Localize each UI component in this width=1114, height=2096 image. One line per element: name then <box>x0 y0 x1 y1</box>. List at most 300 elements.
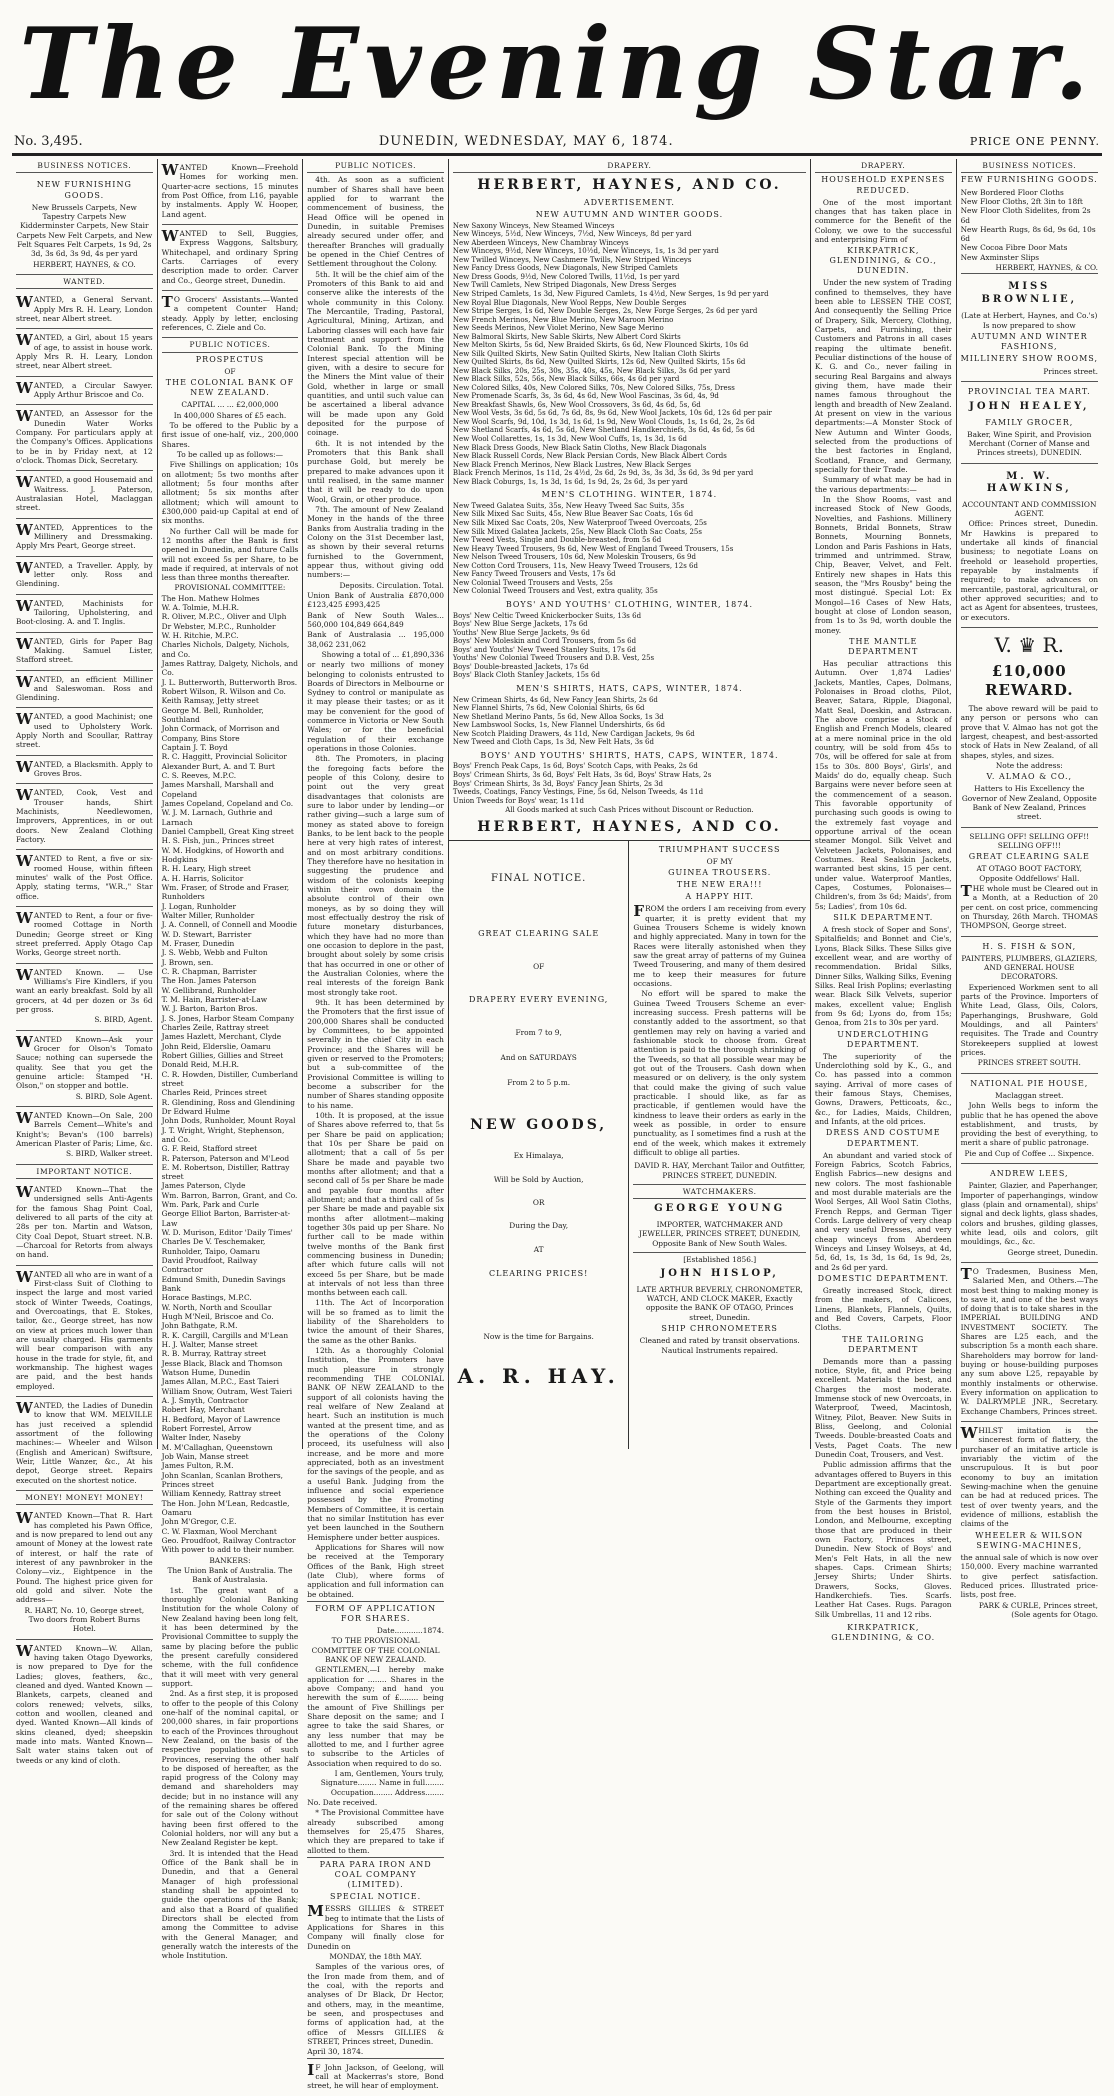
boys-hats-heading: BOYS' AND YOUTHS' SHIRTS, HATS, CAPS, WINTER, 1874. <box>480 750 779 760</box>
wanted-ad <box>16 633 153 671</box>
goods-item: New Black French Merinos, New Black Lustres, New Black Serges <box>452 460 691 469</box>
committee-member: Robert Gillies, Gillies and Street <box>161 1050 284 1060</box>
jackson-ad <box>307 2058 444 2096</box>
section-heading: DRAPERY. <box>453 159 806 173</box>
mens-item: New Silk Mixed Galatea Jackets, 25s, New Black Cloth Sac Coats, 25s <box>452 527 702 536</box>
dyeworks-ad <box>16 1640 153 1770</box>
form-to: TO THE PROVISIONAL COMMITTEE OF THE COLONIAL BANK OF NEW ZEALAND. <box>311 1636 440 1665</box>
few-item: New Floor Cloth Sidelites, from 2s 6d <box>960 206 1091 225</box>
committee-member: Jesse Black, Black and Thomson <box>161 1358 283 1368</box>
committee-member: The Hon. Mathew Holmes <box>161 593 260 603</box>
goods-item: New Balmoral Skirts, New Sable Skirts, New Albert Cord Skirts <box>452 332 681 341</box>
provincial-tea-mart: PROVINCIAL TEA MART. <box>967 386 1091 396</box>
committee-member: Walter Inder, Naseby <box>161 1433 241 1443</box>
wanted-ad <box>16 671 153 709</box>
committee-member: M. Fraser, Dunedin <box>161 938 235 948</box>
committee-member: Wm. Barron, Barron, Grant, and Co. <box>161 1190 298 1200</box>
prospectus-paragraph: 12th. As a thoroughly Colonial Institution, the Promoters have much pleasure in strongly recommending THE COLONIAL BANK OF NEW ZEALAND to the support of all colonists having the real welfare of New Zealand at heart. Such an institution is much wanted at the present time, and as the operations of the Colony proceed, its usefulness will also increase, and be more and more appreciated, both as an investment for the savings of the people, and as a useful Bank. Judging from the influence and social experience possessed by the Promoting Members of Committee, it is certain that no similar Institution has ever yet been launched in the Southern Hemisphere under better auspices. <box>307 1346 444 1542</box>
proposal-text: 2nd. As a first step, it is proposed to offer to the people of this Colony one-half of the nominal capital, or 200,000 shares, in fair proportions to each of the Provinces throughout New Zealand, on the basis of the respective populations of such Provinces, reserving the other half to be disposed of hereafter, as the rapid progress of the Colony may demand and shareholders may decide; but in no instance will any of the remaining shares be offered for sale out of the Colony without having been first offered to the Colonial holders, nor will any but a New Zealand Register be kept. <box>161 1689 299 1848</box>
boys-hats-item: Boys' Crimean Shirts, 3s 6d, Boys' Felt Hats, 3s 6d, Boys' Straw Hats, 2s <box>452 771 712 779</box>
committee-member: Robert Wilson, R. Wilson and Co. <box>161 687 286 697</box>
committee-member: R. B. Murray, Rattray street <box>161 1349 267 1359</box>
goods-item: New Black Silks, 20s, 25s, 30s, 35s, 40s, 45s, New Black Silks, 3s 6d per yard <box>452 366 731 375</box>
wanted-ad <box>162 159 299 225</box>
committee-member: W. A. Tolmie, M.H.R. <box>161 603 239 613</box>
boot-body: THE whole must be Cleared out in a Month, at a Reduction of 20 per cent. on cost price, commencing on Thursday, 26th March. THOMAS THOMPSON, George street. <box>960 882 1098 931</box>
john-hislop: JOHN HISLOP, <box>660 1268 779 1280</box>
committee-member: Wm. Park, Park and Curle <box>161 1200 260 1210</box>
ship-body: Cleaned and rated by transit observations. Nautical Instruments repaired. <box>639 1336 800 1355</box>
form-heading: FORM OF APPLICATION FOR SHARES. <box>307 1601 444 1624</box>
committee-member: C. R. Howden, Distiller, Cumberland street <box>161 1069 299 1088</box>
lees-ad <box>961 1164 1098 1263</box>
committee-member: C. S. Reeves, M.P.C. <box>161 771 237 781</box>
trousers-text: No effort will be spared to make the Guinea Tweed Trousers Scheme an ever-increasing success. Fresh patterns will be constantly added to the assortment, so that gentlemen may rely on having a varied and fashionable stock to choose from. Great attention is paid to the thorough shrinking of the Tweeds, so that all possible wear may be got out of the Trousers. Cash down when measured or on delivery, is the only system that could make the giving of such value practicable. I should like, as far as practicable, if gentlemen would have the kindness to leave their orders as early in the week as possible, in order to ensure punctuality, as I sometimes find a rush at the end of the week, which makes it extremely difficult to oblige all parties. <box>633 989 806 1157</box>
mens-item: New Colonial Tweed Trousers and Vest, extra quality, 35s <box>452 587 658 596</box>
almao-name: V. ALMAO & CO., <box>986 772 1073 782</box>
committee-member: R. H. Leary, High street <box>161 864 251 874</box>
committee-member: George M. Bell, Runholder, Southland <box>161 705 264 725</box>
pie-house-address: Maclaggan street. <box>995 1090 1064 1100</box>
prospectus-paragraph: 7th. The amount of New Zealand Money in the hands of the three Banks from Australia trading in the Colony on the 31st December last, as shown by their several returns furnished to the Government, appear thus, without giving odd numbers:— <box>307 504 444 580</box>
crown-icon: V. ♛ R. <box>994 633 1064 658</box>
ad-text: WANTED, a Blacksmith. Apply to Groves Bros. <box>16 757 153 779</box>
lees-name: ANDREW LEES, <box>990 1169 1069 1179</box>
shirts-item: New Lambswool Socks, 1s, New Flannel Undershirts, 6s 6d <box>452 721 666 730</box>
hawkins-body: Office: Princes street, Dunedin. Mr Hawkins is prepared to undertake all kinds of financial business; to negotiate Loans on freehold or leasehold properties, repayable by instalments if required; to make advances on mercantile, pastoral, agricultural, or other approved securities; and to act as Agent for absentees, trustees, or executors. <box>960 519 1098 622</box>
committee-member: James Fulton, R.M. <box>161 1461 234 1471</box>
committee-heading: PROVISIONAL COMMITTEE: <box>174 583 286 593</box>
prospectus-paragraph: 5th. It will be the chief aim of the Promoters of this Bank to aid and conserve alike the interests of the whole community in this Colony. The Mercantile, Trading, Pastoral, Agricultural, Mining, Artizan, and Laboring classes will each have fair treatment and support from the Colonial Bank. To the Mining Interest special attention will be given, with a desire to secure for the Miners the Mint value of their Gold, whether in large or small quantities, and until such value can be ascertained a liberal advance will be made upon any Gold deposited for the purpose of coinage. <box>307 269 444 438</box>
committee-member: Job Wain, Manse street <box>161 1452 249 1461</box>
almao-body: Hatters to His Excellency the Governor of New Zealand, Opposite Bank of New Zealand, Princes street. <box>961 784 1097 822</box>
wanted-ad <box>16 756 153 785</box>
mens-item: New Silk Mixed Sac Coats, 20s, New Waterproof Tweed Overcoats, 25s <box>452 519 707 527</box>
committee-member: Captain J. T. Boyd <box>161 743 228 753</box>
issue-number: No. 3,495. <box>14 134 83 149</box>
underclothing-text: The superiority of the Underclothing sold by K., G., and Co. has passed into a common saying. Arrival of more cases of their famous Stays, Chemises, Gowns, Drawers, Petticoats, &c., &c., for Ladies, Maids, Children, and Infants, at the old prices. <box>814 1051 952 1127</box>
few-list <box>961 188 1098 263</box>
wanted-ad <box>16 784 153 850</box>
goods-note: All Goods marked at such Cash Prices without Discount or Reduction. <box>505 806 754 815</box>
committee-list <box>162 594 299 1555</box>
proposal-text: 3rd. It is intended that the Head Office of the Bank shall be in Dunedin, and that a General Manager of high professional standing shall be appointed to guide the operations of the Bank; and also that a Board of qualified Directors shall be elected from among the Committee to advise with the General Manager, and generally watch the interests of the whole Institution. <box>161 1848 299 1961</box>
summary-text: Summary of what may be had in the various departments:— <box>814 475 952 494</box>
masthead <box>12 0 1102 130</box>
few-item: New Axminster Slips <box>960 252 1040 262</box>
during-day: During the Day, <box>509 1221 569 1231</box>
wanted-ad <box>16 519 153 557</box>
committee-member: W. North, North and Scoullar <box>161 1302 272 1312</box>
wanted-ad <box>16 907 153 964</box>
bank-title: THE COLONIAL BANK OF NEW ZEALAND. <box>165 378 295 398</box>
kirkpatrick-signature: KIRKPATRICK, GLENDINING, & CO. <box>831 1622 936 1642</box>
firm-name-footer: HERBERT, HAYNES, AND CO. <box>477 818 782 835</box>
pie-price: Pie and Cup of Coffee ... Sixpence. <box>964 1148 1095 1158</box>
committee-member: H. S. Fish, jun., Princes street <box>161 836 275 846</box>
brownlie-late: (Late at Herbert, Haynes, and Co.'s) <box>961 310 1098 320</box>
tailoring-heading: THE TAILORING DEPARTMENT <box>842 1334 925 1354</box>
column-6 <box>811 159 957 1642</box>
committee-member: Charles De V. Teschemaker, Runholder, Taipo, Oamaru <box>161 1237 266 1256</box>
family-grocer: FAMILY GROCER, <box>985 417 1074 427</box>
further-text: No further Call will be made for 12 months after the Bank is first opened in Dunedin, and future Calls will not exceed 5s per Share, to be made if required, at intervals of not less than three months thereafter. <box>161 526 299 583</box>
wheeler-wilson: WHEELER & WILSON SEWING-MACHINES, <box>975 1530 1084 1550</box>
ar-hay-name: A. R. HAY. <box>457 1364 620 1389</box>
tailoring-text: Demands more than a passing notice, Style, fit, and Price being excellent. Materials the best, and Charges the most moderate. Immense stock of new Overcoats, in Waterproof, Tweed, Macintosh, Witney, Pilot, Beaver. New Suits in Bliss, Geelong, and Colonial Tweeds. Double-breasted Coats and Vests, Paget Coats. The new Dunedin Coat, Trousers, and Vest. <box>814 1356 952 1459</box>
ad-text: TO Grocers' Assistants.—Wanted a competent Counter Hand; steady. Apply by letter, enclosing references, C. Ziele and Co. <box>161 292 299 332</box>
goods-item: New Aberdeen Winceys, New Chambray Winceys <box>452 238 629 247</box>
offer-text: To be offered to the Public by a first issue of one-half, viz., 200,000 Shares. <box>161 420 299 449</box>
ad-signature: S. BIRD, Agent. <box>94 1015 153 1025</box>
mens-item: New Colonial Tweed Trousers and Vests, 25s <box>452 578 613 587</box>
whilst-text: WHILST imitation is the sincerest form of flattery, the purchaser of an imitative article is invariably the victim of the unscrupulous. It is but poor economy to buy an imitation Sewing-machine when the genuine can be had at reduced prices. The test of over twenty years, and the evidence of millions, establish the claims of the <box>960 1424 1098 1529</box>
ad-text: WANTED, a good Machinist; one used to Upholstery Work. Apply North and Scoullar, Rattray street. <box>16 710 153 750</box>
few-item: New Cocoa Fibre Door Mats <box>960 243 1068 253</box>
prospectus-paragraph: 9th. It has been determined by the Promoters that the first issue of 200,000 Shares shall be conducted by Committees, to be appointed severally in the chief City in each Province; and the Shares will be given or reserved to the Promoters; but a sub-committee of the Provisional Committee is willing to become a subscriber for the number of Shares standing opposite to his name. <box>307 997 444 1110</box>
boys-item: Boys' and Youths' New Tweed Stanley Suits, 17s 6d <box>452 645 636 654</box>
boys-item: Boys' New Moleskin and Cord Trousers, from 5s 6d <box>452 637 637 646</box>
committee-member: James Paterson, Clyde <box>161 1181 246 1191</box>
fish-name: H. S. FISH & SON, <box>982 941 1077 951</box>
domestic-heading: DOMESTIC DEPARTMENT. <box>817 1273 949 1283</box>
silk-text: A fresh stock of Soper and Sons', Spitalfields; and Bonnet and Cie's, Lyons, Black Silks. These Silks give excellent wear, and are worthy of recommendation. Bridal Silks, Dinner Silks, Walking Silks, Evening Silks. Real Irish Poplins; everlasting wear. Black Silk Velvets, superior makes, excellent value; English from 9s 6d; Lyons do, from 15s; Genoa, from 21s to 30s per yard. <box>814 925 952 1028</box>
ad-signature: HERBERT, HAYNES, & CO. <box>33 259 136 269</box>
goods-item: New Black Dress Goods, New Black Satin Cloths, New Black Diagonals <box>452 443 707 452</box>
mens-heading: MEN'S CLOTHING. WINTER, 1874. <box>541 490 718 500</box>
wanted-ad <box>16 377 153 406</box>
address-note: Note the address: <box>995 761 1063 770</box>
goods-item: New Dress Goods, 9½d, New Colored Twills, 11½d, 1s per yard <box>452 272 680 281</box>
saturdays: And on SATURDAYS <box>500 1053 577 1063</box>
form-signature: I am, Gentlemen, Yours truly, Signature........ Name in full........ Occupation........ Address........ <box>320 1769 444 1797</box>
few-item: New Floor Cloths, 2ft 3in to 18ft <box>960 196 1083 206</box>
special-notice-date: MONDAY, the 18th MAY. <box>329 1951 422 1961</box>
ad-furnishing <box>16 175 153 274</box>
goods-item: New Saxony Winceys, New Steamed Winceys <box>452 221 615 230</box>
special-notice-text: Samples of the various ores, of the Iron made from them, and of the coal, with the reports and analyses of Dr Black, Dr Hector, and others, may, in the meantime, be seen, and prospectuses and forms of application had, at the office of Messrs GILLIES & STREET, Princes street, Dunedin. <box>307 1962 444 2046</box>
ad-text: WANTED, Cook, Vest and Trouser hands, Shirt Machinists, Needlewomen, Improvers, Apprentices, in or out doors. New Zealand Clothing Factory. <box>16 786 153 845</box>
committee-member: J. S. Webb, Webb and Fulton <box>161 948 268 958</box>
goods-item: New Winceys, 9½d, New Winceys, 10½d, New Winceys, 1s, 1s 3d per yard <box>452 247 719 256</box>
committee-member: James Hazlett, Merchant, Clyde <box>161 1032 282 1042</box>
committee-member: James Copeland, Copeland and Co. <box>161 799 294 809</box>
committee-member: W. M. Hodgkins, of Howorth and Hodgkins <box>161 845 285 864</box>
ad-text: WANTED Known. — Use Williams's Fire Kindlers, if you want an early breakfast. Sold by all grocers, at 4d per dozen or 3s 6d per gross. <box>16 965 153 1015</box>
boys-hats-item: Union Tweeds for Boys' wear, 1s 11d <box>452 796 584 805</box>
committee-member: M. M'Callaghan, Queenstown <box>161 1442 273 1452</box>
firm-name: HERBERT, HAYNES, AND CO. <box>477 177 782 194</box>
mens-item: New Heavy Tweed Trousers, 9s 6d, New West of England Tweed Trousers, 15s <box>452 544 734 553</box>
committee-member: Charles Nichols, Dalgety, Nichols, and Co. <box>161 640 290 659</box>
wanted-ad <box>16 595 153 633</box>
boys-item: Boys' Double-breasted Jackets, 17s 6d <box>452 662 589 671</box>
prospectus-paragraph: 10th. It is proposed, at the issue of Shares above referred to, that 5s per Share be paid on application; that 10s per Share be paid on allotment; that a call of 5s per Share be made and payable two months after allotment; and that a second call of 5s per Share be made and payable four months after allotment; and that a third call of 5s per Share be made and payable six months after allotment—making together 30s paid up per Share. No further call to be made within twelve months of the Bank first commencing business in Dunedin; after which future calls will not exceed 5s per Share, but be made at intervals of not less than three months between each call. <box>307 1110 444 1298</box>
goods-item: New Fancy Dress Goods, New Diagonals, New Striped Camlets <box>452 264 678 273</box>
boys-hats-list <box>453 762 806 805</box>
prospectus-of: OF <box>224 366 236 376</box>
committee-member: J. S. Jones, Harbor Steam Company <box>161 1013 295 1023</box>
ad-text: WANTED Known—That R. Hart has completed his Pawn Office, and is now prepared to lend out any amount of Money at the lowest rate of interest, or half the rate of interest of any pawnbroker in the Colony—viz., Eightpence in the Pound. The highest price given for old gold and silver. Note the address— <box>16 1509 153 1605</box>
ship-chronometers: SHIP CHRONOMETERS <box>661 1324 778 1334</box>
goods-item: Black French Merinos, 1s 11d, 2s 4½d, 2s 6d, 2s 9d, 3s, 3s 3d, 3s 6d, 3s 9d per yard <box>452 469 754 478</box>
committee-member: E. M. Robertson, Distiller, Rattray street <box>161 1162 290 1182</box>
goods-item: New Striped Camlets, 1s 3d, New Figured Camlets, 1s 4½d, New Serges, 1s 9d per yard <box>452 289 769 298</box>
special-notice-signature: April 30, 1874. <box>307 2047 364 2057</box>
committee-member: J. L. Butterworth, Butterworth Bros. <box>161 677 298 687</box>
reward-ad <box>961 628 1098 828</box>
society-text: TO Tradesmen, Business Men, Salaried Men, and Others.—The most best thing to making money is to save it, and one of the best ways of doing that is to take shares in the IMPERIAL BUILDING AND INVESTMENT SOCIETY. The Shares are L25 each, and the subscription 5s a month each share. Shareholders may borrow for land-buying or house-building purposes any sum above L25, repayable by monthly instalments or otherwise. Every information on application to W. DALRYMPLE JNR., Secretary. Exchange Chambers, Princes street. <box>960 1264 1098 1416</box>
auction-text: Will be Sold by Auction, <box>493 1174 584 1184</box>
wanted-ad <box>16 850 153 907</box>
shirts-item: New Crimean Shirts, 4s 6d, New Fancy Jean Shirts, 2s 6d <box>452 695 658 704</box>
tailoring-text: Public admission affirms that the advantages offered to Buyers in this Department are exceptionally great. Nothing can exceed the Quality and Style of the Garments they import from the best houses in Bristol, London, and Melbourne, excepting those that are produced in their own Factory, Princes street, Dunedin. New Stock of Boys' and Men's Felt Hats, in all the new shapes. Caps. Crimean Shirts; Jersey Shirts; Under Shirts. Drawers, Socks, Gloves. Handkerchiefs. Ties. Scarfs. Leather Hat Cases. Rugs. Paragon Silk Umbrellas, 11 and 12 ribs. <box>814 1460 952 1619</box>
new-goods-heading: NEW AUTUMN AND WINTER GOODS. <box>535 209 724 219</box>
shirts-item: New Flannel Shirts, 7s 6d, New Colonial Shirts, 6s 6d <box>452 704 645 713</box>
known-ad <box>16 964 153 1031</box>
boys-heading: BOYS' AND YOUTHS' CLOTHING, WINTER, 1874. <box>505 599 753 609</box>
goods-item: New Wool Scarfs, 9d, 10d, 1s 3d, 1s 6d, 1s 9d, New Wool Clouds, 1s, 1s 6d, 2s, 2s 6d <box>452 417 755 426</box>
committee-member: Hugh M'Neil, Briscoe and Co. <box>161 1312 274 1322</box>
from-hours: From 7 to 9, <box>515 1027 562 1037</box>
ad-text: WANTED, a Circular Sawyer. Apply Arthur Briscoe and Co. <box>16 378 153 399</box>
of-my: OF MY <box>706 856 733 866</box>
grocer-body: Baker, Wine Spirit, and Provision Merchant (Corner of Manse and Princes streets), DUNEDIN. <box>967 429 1092 458</box>
goods-item: New Twilled Winceys, New Cashmere Twills, New Striped Winceys <box>452 255 692 264</box>
section-heading: WANTED. <box>16 275 153 289</box>
committee-member: H. J. Walter, Manse street <box>161 1340 258 1350</box>
committee-member: R. Oliver, M.P.C., Oliver and Ulph <box>161 612 287 622</box>
boys-item: Boys' New Blue Serge Jackets, 17s 6d <box>452 620 588 629</box>
prospectus-paragraph: 6th. It is not intended by the Promoters that this Bank shall purchase Gold, but merely be prepared to make advances upon it until realised, in the same manner that it will be ready to do upon Wool, Grain, or other produce. <box>307 438 444 504</box>
mantle-heading: THE MANTLE DEPARTMENT <box>848 636 919 657</box>
showroom-text: In the Show Rooms, vast and increased Stock of New Goods, Novelties, and Fashions. Millinery Bonnets, Bridal Bonnets, Straw Bonnets, Mourning Bonnets, London and Paris Fashions in Hats, trimmed and untrimmed. Straw, Chip, Beaver, Velvet, and Felt. Entirely new shapes in Hats this season, the "Mrs Rousby" being the most distingué. Special Lot: Ex Mongol—16 Cases of New Hats, bought at close of London season, from 1s to 3s 9d, worth double the money. <box>814 495 952 635</box>
trousers-text: FROM the orders I am receiving from every quarter, it is pretty evident that my Guinea Trousers Scheme is widely known and highly appreciated. Many in town for the Races were literally astonished when they saw the great array of patterns of my Guinea Tweed Trousering, and many of them desired me to keep their measures for future occasions. <box>633 902 806 988</box>
fish-ad <box>961 937 1098 1074</box>
special-notice-text: MESSRS GILLIES & STREET beg to intimate that the Lists of Applications for Shares in this Company will finally close for Dunedin on <box>307 1902 444 1951</box>
few-signature: HERBERT, HAYNES, & CO. <box>995 263 1098 273</box>
ad-text: WANTED all who are in want of a First-class Suit of Clothing to inspect the large and most varied stock of Winter Tweeds, Coatings, and Overcoatings, that E. Stokes, tailor, &c., George street, has now on view at prices much lower than are usually charged. His garments will bear comparison with any house in the trade for style, fit, and workmanship. The highest wages are paid, and the best hands employed. <box>16 1267 153 1391</box>
mens-item: New Tweed Vests, Single and Double-breasted, from 5s 6d <box>452 536 662 545</box>
columns-4-5 <box>449 159 811 1449</box>
goods-item: New French Merinos, New Blue Merino, New Maroon Merino <box>452 315 674 324</box>
ad-text: WANTED, the Ladies of Dunedin to know that WM. MELVILLE has just received a splendid assortment of the following machines:— Wheeler and Wilson (English and American) Swiftsure, Weir, Little Wanzer, &c., At his depot, George street. Repairs executed on the shortest notice. <box>16 1398 153 1485</box>
committee-member: R. Paterson, Paterson and M'Leod <box>161 1153 290 1163</box>
sewing-machine-ad <box>961 1422 1098 1624</box>
ad-signature: R. HART, No. 10, George street, Two doors from Robert Burns Hotel. <box>24 1605 145 1634</box>
committee-member: James Allan, M.P.C., East Taieri <box>161 1377 279 1387</box>
committee-member: Geo. Proudfoot, Railway Contractor <box>161 1535 296 1545</box>
deposits-table-row: Union Bank of Australia £870,000 £123,425 £993,425 <box>307 590 444 610</box>
brownlie-name: MISS BROWNLIE, <box>981 281 1078 306</box>
committee-member: James Rattray, Dalgety, Nichols, and Co. <box>161 659 299 678</box>
ad-text: WANTED, Apprentices to the Millinery and Dressmaking. Apply Mrs Peart, George street. <box>16 520 153 551</box>
fish-address: PRINCES STREET SOUTH. <box>977 1058 1081 1068</box>
committee-member: John Cormack, of Morrison and Company, Bins Store <box>161 724 280 743</box>
ad-text: WANTED, a Girl, about 15 years of age, to assist in house work. Apply Mrs R. H. Leary, London street, near Albert street. <box>16 331 153 371</box>
mens-item: New Tweed Galatea Suits, 35s, New Heavy Tweed Sac Suits, 35s <box>452 501 685 510</box>
wanted-ad <box>16 708 153 755</box>
ad-title: NEW FURNISHING GOODS. <box>36 180 132 200</box>
goods-item: New Silk Quilted Skirts, New Satin Quilted Skirts, New Italian Cloth Skirts <box>452 349 721 358</box>
important-ad <box>16 1266 153 1397</box>
committee-member: William Snow, Outram, West Taieri <box>161 1386 293 1396</box>
pie-house-name: NATIONAL PIE HOUSE, <box>970 1078 1089 1088</box>
section-heading: WATCHMAKERS. <box>633 1184 806 1199</box>
wheeler-body: the annual sale of which is now over 150,000. Every machine warranted to give perfect satisfaction. Reduced prices. Illustrated price-lists, post free. <box>960 1552 1098 1600</box>
boys-hats-item: Boys' French Peak Caps, 1s 6d, Boys' Scotch Caps, with Peaks, 2s 6d <box>452 762 698 771</box>
guinea-trousers: GUINEA TROUSERS. <box>668 868 772 878</box>
ad-text: WANTED to Sell, Buggies, Express Waggons, Saltsbury, Whitechapel, and ordinary Spring Carts. Carriages of every description made to order. Carver and Co., George street, Dunedin. <box>161 226 299 285</box>
ad-text: WANTED, Girls for Paper Bag Making. Samuel Lister, Stafford street. <box>16 634 153 665</box>
form-number: No. Date received. <box>307 1798 378 1808</box>
goods-item: New Seeds Merinos, New Violet Merino, New Sage Merino <box>452 324 664 333</box>
shirts-item: New Shetland Merino Pants, 5s 6d, New Alloa Socks, 1s 3d <box>452 712 664 721</box>
wanted-ad <box>162 291 299 338</box>
bankers-text: The Union Bank of Australia. The Bank of Australasia. <box>167 1565 293 1585</box>
hawkins-ad <box>961 464 1098 628</box>
deposits-table-total: Showing a total of ... £1,890,336 <box>321 649 444 659</box>
section-heading: MONEY! MONEY! MONEY! <box>16 1491 153 1505</box>
prospectus-paragraph: Applications for Shares will now be received at the Temporary Offices of the Bank, High street (late Club), where forms of application and full information can be obtained. <box>307 1543 444 1599</box>
form-body: GENTLEMEN,—I hereby make application for ........ Shares in the above Company; and hand you herewith the sum of £........ being the amount of Five Shillings per Share deposit on the same; and I agree to take the said Shares, or any less number that may be allotted to me, and I further agree to subscribe to the Articles of Association when required to do so. <box>307 1665 444 1768</box>
prospectus-paragraph: 4th. As soon as a sufficient number of Shares shall have been applied for to warrant the commencement of business, the Head Office will be opened in Dunedin, in suitable Premises already secured under offer, and thereafter Branches will gradually be opened in the Chief Centres of Settlement throughout the Colony. <box>307 175 444 269</box>
prospectus-paragraph: 8th. The Promoters, in placing the foregoing facts before the people of this Colony, desire to point out the very great disadvantages that colonists are sure to labor under by lending—or rather giving—such a large sum of money as stated above to foreign Banks, to be lent back to the people here at very high rates of interest, and on most arbitrary conditions. They therefore have no hesitation in suggesting the prudence and wisdom of the colonists keeping within their own domain the absolute control of their own moneys, as by so doing they will most effectually destroy the risk of future monetary disturbances, which they have had no more than one occasion to deplore in the past, brought about solely by some crisis that has occurred in one or other of the Australian Colonies, where the real interests of the foreign Bank most strongly take root. <box>307 754 444 997</box>
important-ad <box>16 1397 153 1491</box>
healey-ad <box>961 382 1098 464</box>
few-furnishing-heading: FEW FURNISHING GOODS. <box>960 175 1098 185</box>
dateline <box>12 130 1102 154</box>
millinery: MILLINERY SHOW ROOMS, <box>960 354 1098 364</box>
goods-list <box>453 222 806 486</box>
shirts-list <box>453 696 806 747</box>
goods-item: New Wool Collarettes, 1s, 1s 3d, New Wool Cuffs, 1s, 1s 3d, 1s 6d <box>452 435 688 443</box>
committee-member: Horace Bastings, M.P.C. <box>161 1293 252 1303</box>
park-curle: PARK & CURLE, Princes street, (Sole agents for Otago. <box>978 1600 1098 1619</box>
goods-item: New Promenade Scarfs, 3s, 3s 6d, 4s 6d, New Wool Fascinas, 3s 6d, 4s, 9d <box>452 392 719 401</box>
wanted-ad <box>162 225 299 291</box>
great-clearing-sale: GREAT CLEARING SALE <box>968 852 1090 862</box>
wanted-ad <box>16 405 153 471</box>
committee-member: James Marshall, Marshall and Copeland <box>161 780 274 799</box>
column-2 <box>158 159 304 1961</box>
ad-text: WANTED, a Traveller. Apply, by letter only. Ross and Glendining. <box>16 558 153 589</box>
ad-text: WANTED Known—Freehold Homes for working men. Quarter-acre sections, 15 minutes from Post Office, from L16, payable by instalments. Apply W. Hooper, Land agent. <box>161 161 299 219</box>
goods-item: New Colored Silks, 40s, New Colored Silks, 70s, New Colored Silks, 75s, Dress <box>452 383 735 392</box>
established: [Established 1856.] <box>633 1252 806 1264</box>
ad-text: WANTED Known—On Sale, 200 Barrels Cement—White's and Knight's; Bevan's (100 barrels) American Plaster of Paris; Lime, &c. <box>16 1108 153 1148</box>
pie-house-body: John Wells begs to inform the public that he has opened the above establishment, and trusts, by providing the best of everything, to merit a share of public patronage. <box>960 1101 1098 1148</box>
committee-member: Edmund Smith, Dunedin Savings Bank <box>161 1274 286 1294</box>
shirts-item: New Scotch Plaiding Drawers, 4s 11d, New Cardigan Jackets, 9s 6d <box>452 729 695 738</box>
committee-member: J. T. Wright, Wright, Stephenson, and Co. <box>161 1125 285 1144</box>
mens-item: New Nelson Tweed Trousers, 10s 6d, New Moleskin Trousers, 6s 9d <box>452 553 696 562</box>
wanted-ad <box>16 329 153 376</box>
known-ad <box>16 1107 153 1165</box>
column-5-lower <box>629 841 810 1449</box>
place-date: DUNEDIN, WEDNESDAY, MAY 6, 1874. <box>378 134 674 149</box>
goods-item: New Black Russell Cords, New Black Persian Cords, New Black Albert Cords <box>452 452 727 461</box>
form-date: Date............1874. <box>376 1626 444 1636</box>
ad-text: IF John Jackson, of Geelong, will call at Mackerras's store, Bond street, he will hear of employment. <box>307 2060 444 2091</box>
terms-text: Five Shillings on application; 10s on allotment; 5s two months after allotment; 5s four months after allotment; 5s six months after allotment; which will amount to £300,000 paid-up Capital at end of six months. <box>161 460 299 526</box>
from-hours-saturday: From 2 to 5 p.m. <box>507 1078 571 1088</box>
happy-hit: A HAPPY HIT. <box>685 892 754 902</box>
committee-member: The Hon. James Paterson <box>161 976 257 986</box>
committee-member: John Reid, Elderslie, Oamaru <box>161 1041 271 1051</box>
boot-factory: AT OTAGO BOOT FACTORY, Opposite Oddfellows' Hall. <box>976 864 1083 883</box>
few-item: New Bordered Floor Cloths <box>960 187 1064 197</box>
triumph-heading: TRIUMPHANT SUCCESS <box>658 844 781 854</box>
hay-signature: DAVID R. HAY, Merchant Tailor and Outfitter, PRINCES STREET, DUNEDIN. <box>634 1161 806 1180</box>
committee-member: Robert Forrestel, Arrow <box>161 1424 252 1434</box>
ad-text: WANTED, Machinists for Tailoring, Upholstering, and Boot-closing. A. and T. Inglis. <box>16 596 153 627</box>
ad-text: WANTED, a good Housemaid and Waitress. J. Paterson, Australasian Hotel, Maclaggan street. <box>16 473 153 513</box>
committee-member: C. W. Flaxman, Wool Merchant <box>161 1526 277 1536</box>
princes-street: Princes street. <box>1043 366 1098 376</box>
dress-text: An abundant and varied stock of Foreign Fabrics, Scotch Fabrics, English Fabrics—new designs and new colors. The most fashionable and most durable materials are the Wool Serges, All Wool Satin Cloths, French Repps, and German Tiger Cords. Large delivery of very cheap and very useful Dresses, and very cheap winceys from Aberdeen Winceys and Linsey Wolseys, at 4d, 5d, 6d, 1s, 1s 3d, 1s 6d, 1s 9d, 2s, and 2s 6d per yard. <box>814 1150 952 1272</box>
reward-heading: £10,000 REWARD. <box>984 662 1074 700</box>
special-notice-heading: SPECIAL NOTICE. <box>330 1892 422 1902</box>
committee-member: Robert Hay, Merchant <box>161 1405 245 1415</box>
columns <box>12 159 1102 2091</box>
reward-body: The above reward will be paid to any person or persons who can prove that V. Almao has not got the largest, cheapest, and best-assorted stock of Hats in New Zealand, of all shapes, styles, and sizes. <box>960 704 1098 760</box>
committee-member: J. Logan, Runholder <box>161 901 236 911</box>
committee-member: W. D. Murison, Editor 'Daily Times' <box>161 1228 293 1238</box>
wanted-ad <box>16 471 153 518</box>
committee-member: Charles Reid, Princes street <box>161 1088 267 1098</box>
called-text: To be called up as follows:— <box>176 449 283 459</box>
wanted-ad <box>16 291 153 329</box>
goods-item: New Winceys, 5½d, New Winceys, 7½d, New Winceys, 8d per yard <box>452 230 692 239</box>
drapery-every-evening: DRAPERY EVERY EVENING, <box>468 994 609 1004</box>
kirkpatrick-name: KIRKPATRICK, GLENDINING, & CO., DUNEDIN. <box>829 246 937 276</box>
committee-member: W. Gellibrand, Runholder <box>161 985 257 995</box>
goods-item: New Black Coburgs, 1s, 1s 3d, 1s 6d, 1s 9d, 2s, 2s 6d, 3s per yard <box>452 477 688 486</box>
george-young: GEORGE YOUNG <box>654 1203 786 1215</box>
brownlie-body: Is now prepared to show <box>982 320 1076 330</box>
deposits-table-header: Deposits. Circulation. Total. <box>339 580 444 590</box>
prospectus-heading: PROSPECTUS <box>195 354 265 364</box>
committee-member: W. J. Barton, Barton Bros. <box>161 1004 258 1014</box>
mens-item: New Cotton Cord Trousers, 11s, New Heavy Tweed Trousers, 12s 6d <box>452 561 698 570</box>
committee-member: R. C. Haggitt, Provincial Solicitor <box>161 752 287 762</box>
lees-body: Painter, Glazier, and Paperhanger, Importer of paperhangings, window glass (plain and ornamental), ships' signal and deck lights, glass shades, colors and brushes, gilding glasses, white lead, oils and colors, gilt mouldings, &c., &c. <box>960 1181 1098 1247</box>
committee-member: W. J. M. Larnach, Guthrie and Larnach <box>161 808 273 827</box>
boys-hats-item: Tweeds, Coatings, Fancy Vestings, Fine, 5s 6d, Nelson Tweeds, 4s 11d <box>452 788 704 797</box>
prospectus-paragraph: 11th. The Act of Incorporation will be so framed as to limit the liability of the Shareholders to twice the amount of their Shares, the same as the other Banks. <box>307 1298 444 1345</box>
ad-body: New Brussels Carpets, New Tapestry Carpets New Kidderminster Carpets, New Stair Carpets New Felt Carpets, and New Felt Squares Felt Carpets, 1s 9d, 2s 3d, 3s 6d, 3s 9d, 4s per yard <box>16 202 153 259</box>
pie-house-ad <box>961 1074 1098 1164</box>
committee-member: W. H. Ritchie, M.P.C. <box>161 631 239 641</box>
domestic-text: Greatly increased Stock, direct from the makers, of Calicoes, Linens, Blankets, Flannels, Quilts, and Bed Covers, Carpets, Floor Cloths. <box>814 1285 952 1333</box>
hawkins-name: M. W. HAWKINS, <box>986 470 1072 495</box>
few-item: New Hearth Rugs, 8s 6d, 9s 6d, 10s 6d <box>960 224 1096 244</box>
committee-member: J. Brown, sen. <box>161 957 214 967</box>
committee-member: T. M. Hain, Barrister-at-Law <box>161 994 268 1004</box>
committee-member: With power to add to their number. <box>161 1545 295 1555</box>
ad-text: WANTED, an Assessor for the Dunedin Water Works Company. For particulars apply at the Company's Offices. Applications to be in by Friday next, at 12 o'clock. Thomas Dick, Secretary. <box>16 407 153 465</box>
committee-member: John M'Gregor, C.E. <box>161 1517 237 1527</box>
boys-item: Boys' Black Cloth Stanley Jackets, 15s 6d <box>452 671 600 680</box>
committee-member: John Scanlan, Scanlan Brothers, Princes street <box>161 1470 283 1489</box>
george-young-body: IMPORTER, WATCHMAKER AND JEWELLER, PRINCES STREET, DUNEDIN, Opposite Bank of New South Wales. <box>639 1219 801 1248</box>
committee-member: A. J. Smyth, Contractor <box>161 1396 249 1406</box>
committee-member: R. K. Cargill, Cargills and M'Lean <box>161 1330 289 1340</box>
ad-signature: S. BIRD, Sole Agent. <box>75 1091 153 1101</box>
goods-item: New Royal Blue Diagonals, New Wool Repps, New Double Serges <box>452 298 687 307</box>
column-4-lower <box>449 841 630 1449</box>
